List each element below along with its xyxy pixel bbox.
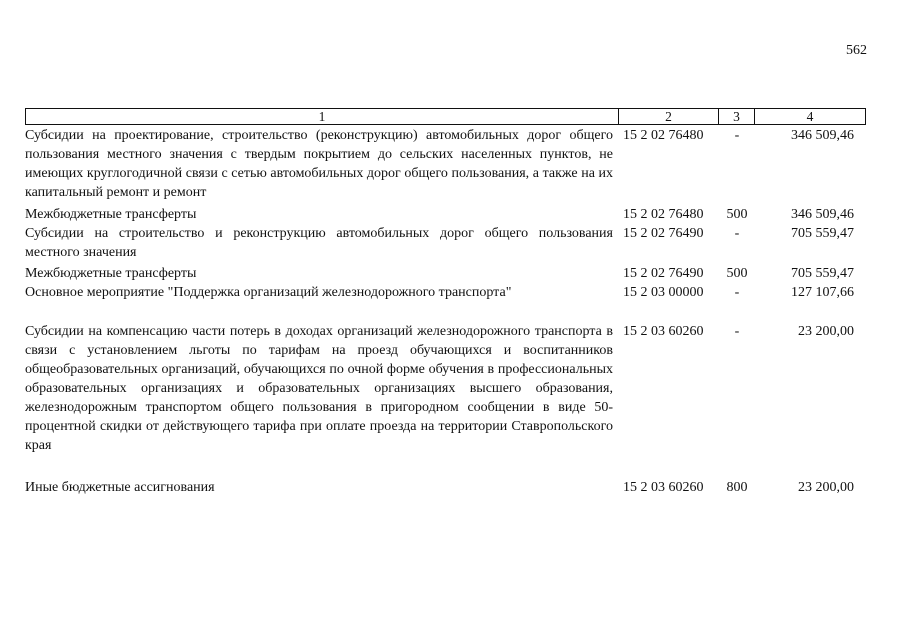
row-code: 15 2 02 76490 [623,266,704,281]
row-type: - [734,226,740,241]
row-code: 15 2 03 00000 [623,285,704,300]
row-type: - [734,285,740,300]
header-col-4: 4 [806,109,814,124]
row-sum: 23 200,00 [798,324,854,339]
row-code: 15 2 02 76480 [623,128,704,143]
row-description: Субсидии на проектирование, строительство (реконструкцию) автомобильных дорог общего пользования местного значения с твердым покрытием до сельских населенных пунктов, не имеющих круглогодичной связи с сетью автомобильных дорог общего пользования, а также на их капитальный ремонт и ремонт [25,128,613,200]
row-code: 15 2 02 76480 [623,207,704,222]
row-description: Субсидии на компенсацию части потерь в доходах организаций железнодорожного транспорта в связи с установлением льготы по тарифам на проезд обучающихся и воспитанников общеобразовательных организаций, обучающихся по очной форме обучения в профессиональных образовательных организациях и образовательных организациях высшего образования, железнодорожным транспортом общего пользования в пригородном сообщении в виде 50-процентной скидки от действующего тарифа при оплате проезда на территории Ставропольского края [25,324,613,453]
row-description: Иные бюджетные ассигнования [25,480,215,495]
row-type: - [734,324,740,339]
row-type: - [734,128,740,143]
row-sum: 705 559,47 [791,226,854,241]
row-sum: 705 559,47 [791,266,854,281]
row-code: 15 2 03 60260 [623,324,704,339]
row-description: Межбюджетные трансферты [25,266,197,281]
row-description: Межбюджетные трансферты [25,207,197,222]
row-description: Субсидии на строительство и реконструкцию автомобильных дорог общего пользования местного значения [25,226,613,260]
row-type: 500 [726,266,748,281]
header-col-2: 2 [619,109,719,124]
header-col-1: 1 [26,109,619,124]
row-code: 15 2 02 76490 [623,226,704,241]
row-description: Основное мероприятие "Поддержка организаций железнодорожного транспорта" [25,285,512,300]
row-type: 500 [726,207,748,222]
row-code: 15 2 03 60260 [623,480,704,495]
header-col-3: 3 [719,109,755,124]
table-header [25,108,866,125]
page-number: 562 [846,43,867,58]
row-type: 800 [726,480,748,495]
row-sum: 127 107,66 [791,285,854,300]
row-sum: 346 509,46 [791,207,854,222]
row-sum: 346 509,46 [791,128,854,143]
row-sum: 23 200,00 [798,480,854,495]
